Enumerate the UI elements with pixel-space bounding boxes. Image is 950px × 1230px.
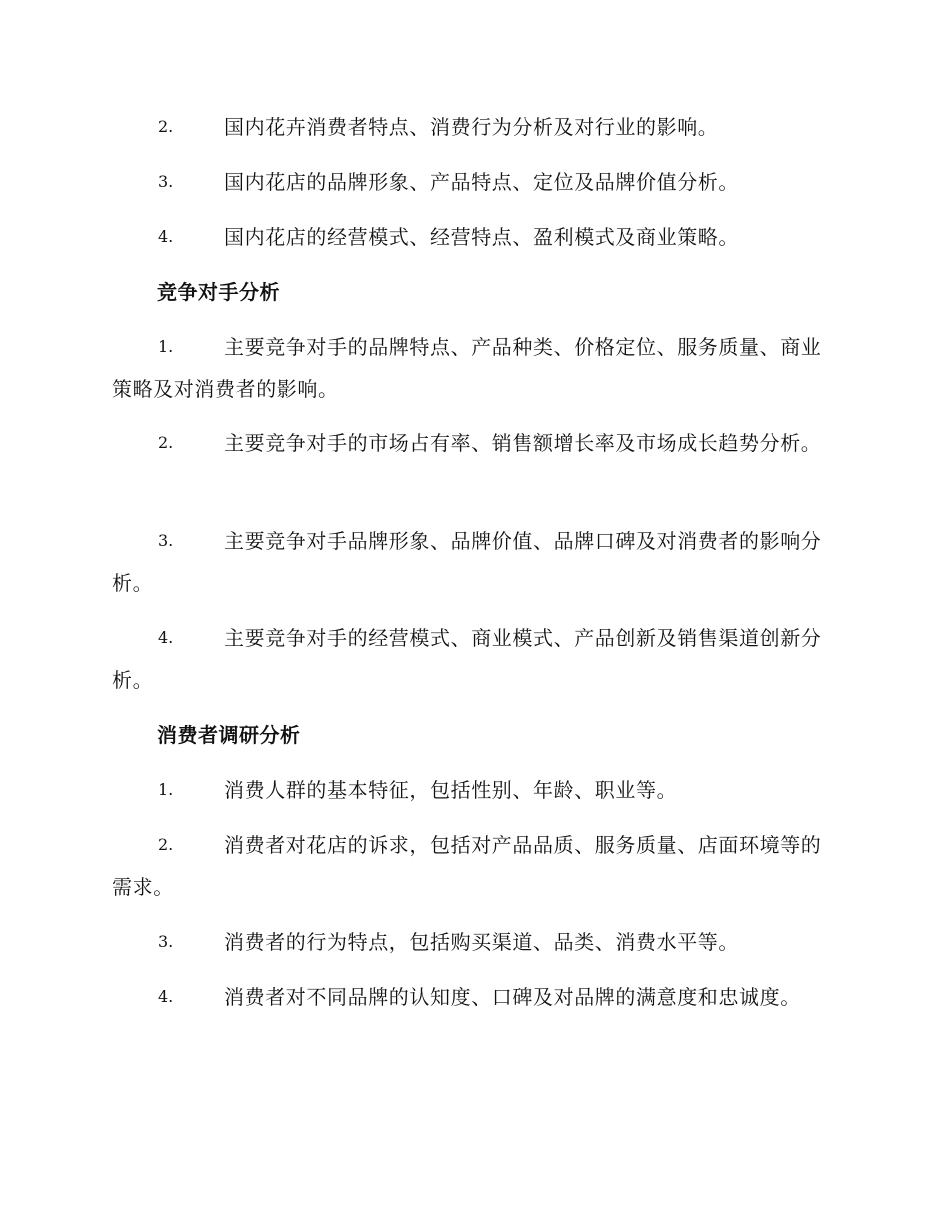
- list-item: [112, 161, 834, 203]
- list-item: [112, 520, 834, 604]
- list-item: [112, 422, 834, 464]
- list-item: [112, 921, 834, 963]
- list-item-number: 2.: [158, 835, 174, 854]
- list-item: [112, 976, 834, 1018]
- list-item-text: 消费者对花店的诉求，包括对产品品质、服务质量、店面环境等的需求。: [112, 833, 822, 899]
- list-item-text: 国内花卉消费者特点、消费行为分析及对行业的影响。: [224, 115, 719, 139]
- list-item-text: 国内花店的经营模式、经营特点、盈利模式及商业策略。: [224, 225, 739, 249]
- list-item-number: 4.: [158, 987, 174, 1006]
- section-heading: 竞争对手分析: [157, 280, 280, 304]
- list-item: [112, 617, 834, 701]
- list-item: [112, 216, 834, 258]
- list-item: [112, 326, 834, 410]
- list-item: [112, 769, 834, 811]
- list-item: [112, 824, 834, 908]
- list-item-number: 2.: [158, 117, 174, 136]
- list-item-text: 主要竞争对手品牌形象、品牌价值、品牌口碑及对消费者的影响分析。: [112, 529, 822, 595]
- list-item-text: 消费人群的基本特征，包括性别、年龄、职业等。: [224, 778, 678, 802]
- list-item-number: 1.: [158, 780, 174, 799]
- section-heading: 消费者调研分析: [157, 723, 301, 747]
- list-item-number: 3.: [158, 932, 174, 951]
- list-item-text: 主要竞争对手的经营模式、商业模式、产品创新及销售渠道创新分析。: [112, 626, 822, 692]
- list-item-number: 1.: [158, 337, 174, 356]
- list-item-text: 消费者的行为特点，包括购买渠道、品类、消费水平等。: [224, 930, 739, 954]
- list-item-number: 3.: [158, 531, 174, 550]
- list-item-text: 国内花店的品牌形象、产品特点、定位及品牌价值分析。: [224, 170, 739, 194]
- list-item-text: 主要竞争对手的品牌特点、产品种类、价格定位、服务质量、商业策略及对消费者的影响。: [112, 335, 822, 401]
- list-item-number: 4.: [158, 628, 174, 647]
- list-item-text: 消费者对不同品牌的认知度、口碑及对品牌的满意度和忠诚度。: [224, 985, 801, 1009]
- list-item-text: 主要竞争对手的市场占有率、销售额增长率及市场成长趋势分析。: [224, 431, 822, 455]
- list-item-number: 3.: [158, 172, 174, 191]
- list-item-number: 2.: [158, 433, 174, 452]
- list-item: [112, 106, 834, 148]
- list-item-number: 4.: [158, 227, 174, 246]
